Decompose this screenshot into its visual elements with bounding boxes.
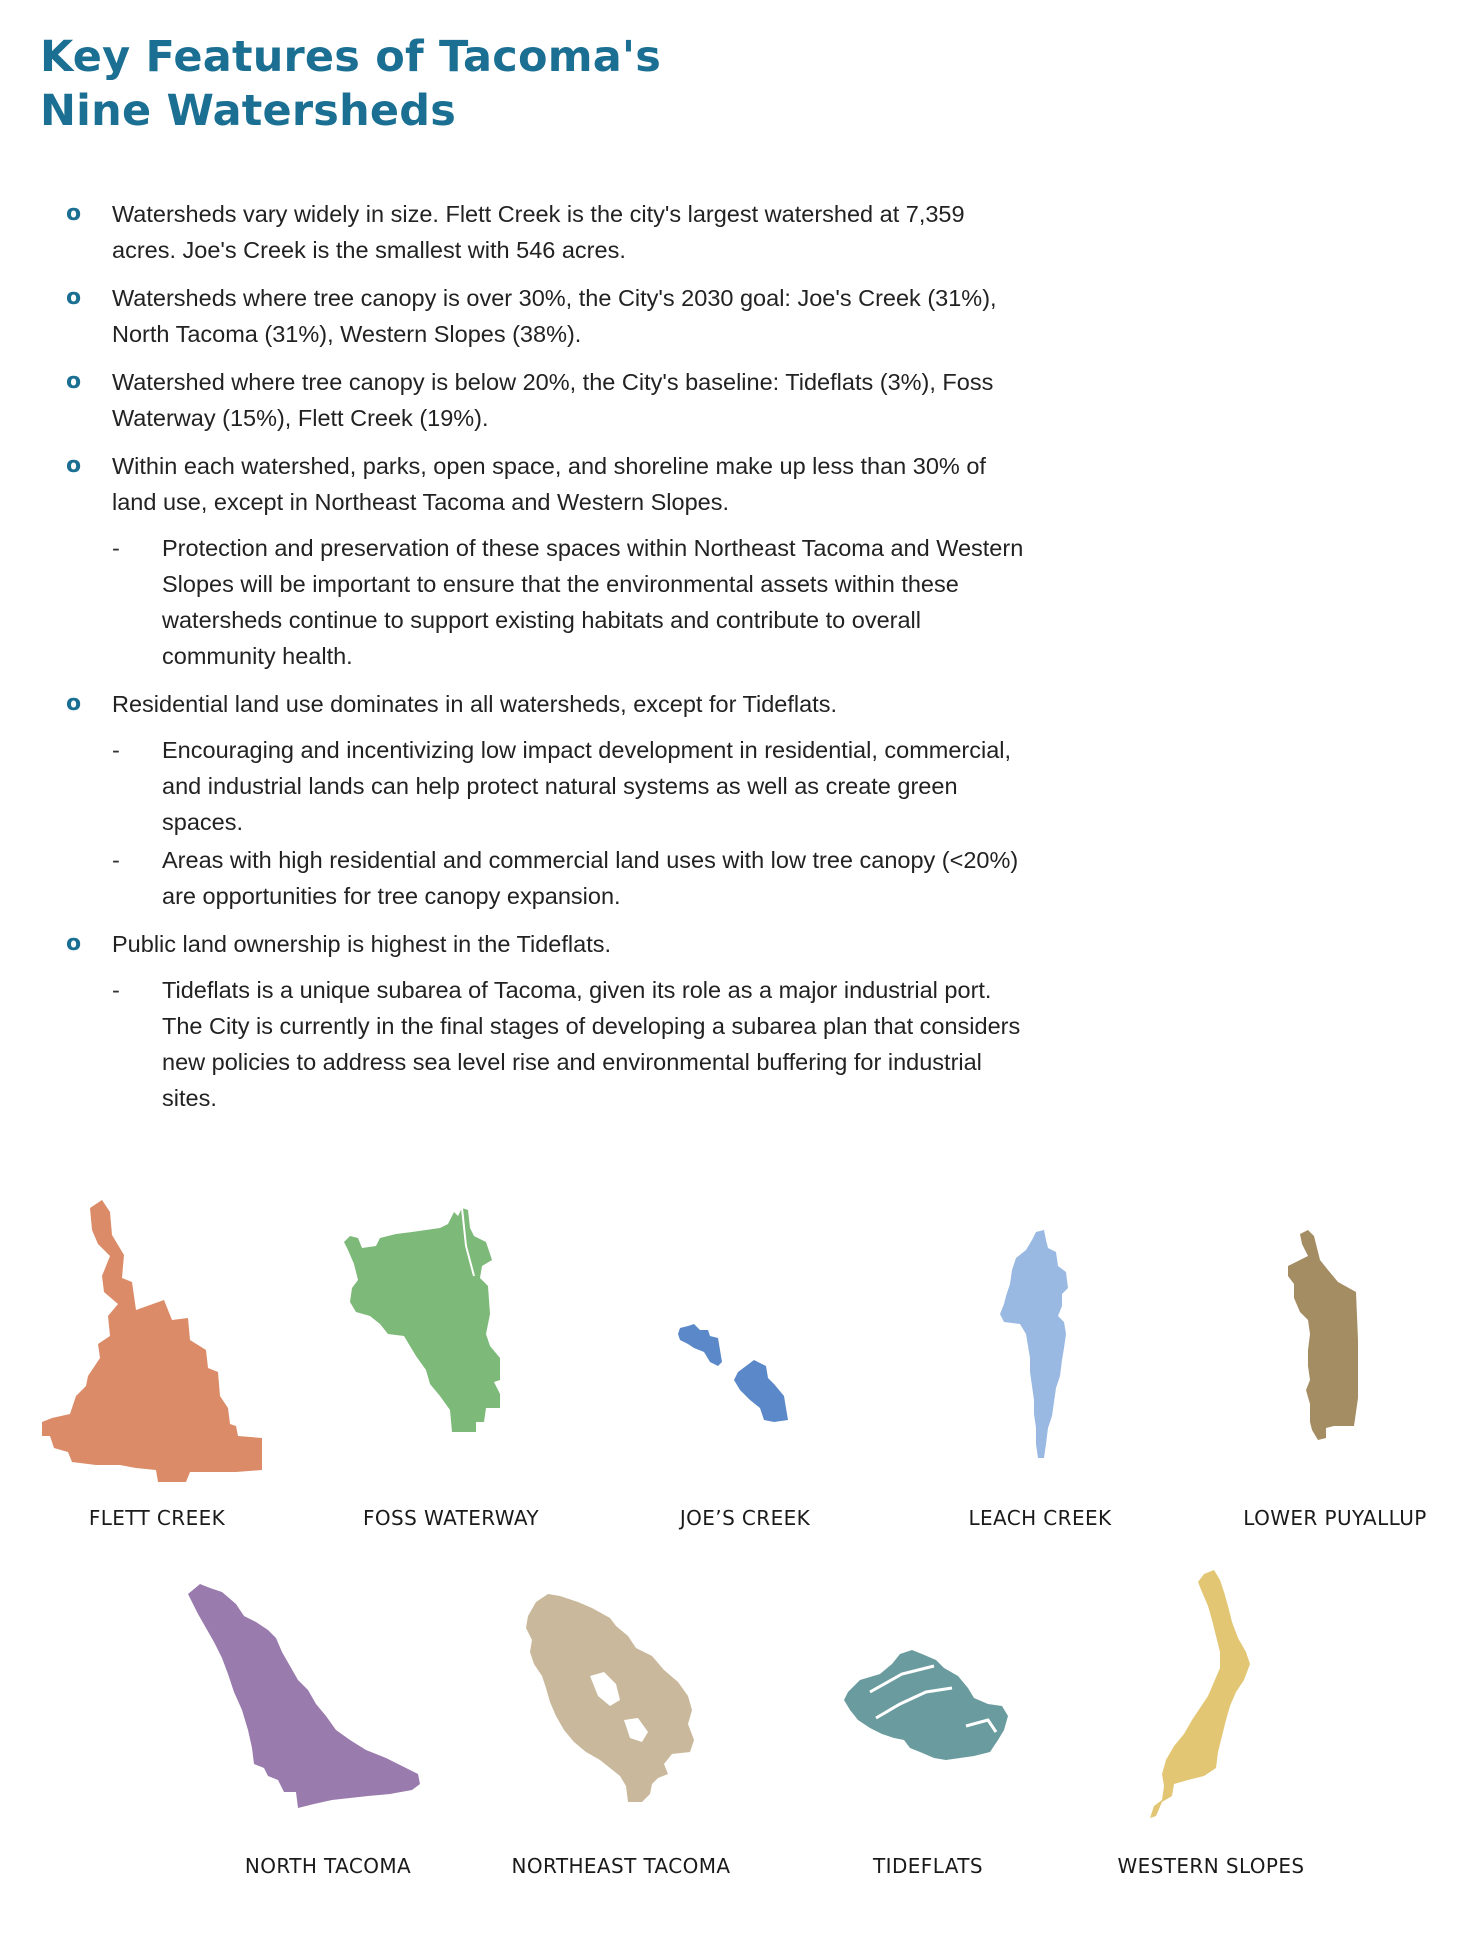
sub-list-item: [112, 842, 1024, 914]
lower-puyallup-shape: [1288, 1230, 1358, 1440]
western-slopes-shape: [1150, 1570, 1250, 1818]
map-label-north-tacoma: NORTH TACOMA: [244, 1854, 412, 1878]
northeast-tacoma-map-shape: [520, 1592, 720, 1822]
leach-creek-shape: [1000, 1230, 1068, 1458]
lower-puyallup-map-shape: [1270, 1230, 1370, 1460]
sub-marker: -: [112, 847, 120, 873]
watershed-maps: [0, 1190, 1469, 1910]
bullet-text: Watershed where tree canopy is below 20%, the City's baseline: Tideflats (3%), Foss Waterway (15%), Flett Creek (19%).: [112, 369, 994, 431]
sub-list-item: [112, 972, 1024, 1116]
bullet-marker: o: [66, 369, 82, 394]
map-label-western-slopes: WESTERN SLOPES: [1117, 1854, 1305, 1878]
joes-creek-shape-west: [678, 1324, 722, 1366]
bullet-text: Within each watershed, parks, open space, and shoreline make up less than 30% of land use, except in Northeast Tacoma and Western Slopes.: [112, 453, 986, 515]
sub-list: [112, 972, 1024, 1116]
north-tacoma-map-shape: [180, 1580, 440, 1820]
page-title: [40, 30, 661, 138]
title-line-1: Key Features of Tacoma's: [40, 32, 662, 82]
sub-list-item: [112, 732, 1024, 840]
bullet-marker: o: [66, 931, 82, 956]
sub-list-item: [112, 530, 1024, 674]
title-line-2: Nine Watersheds: [40, 86, 457, 136]
bullet-text: Watersheds where tree canopy is over 30%, the City's 2030 goal: Joe's Creek (31%), North Tacoma (31%), Western Slopes (38%).: [112, 285, 997, 347]
bullet-marker: o: [66, 285, 82, 310]
sub-text: Protection and preservation of these spaces within Northeast Tacoma and Western Slopes will be important to ensure that the environmental assets within these watersheds continue to support existing habitats and contribute to overall community health.: [162, 535, 1024, 669]
map-label-tideflats: TIDEFLATS: [873, 1854, 983, 1878]
sub-text: Encouraging and incentivizing low impact development in residential, commercial, and industrial lands can help protect natural systems as well as create green spaces.: [162, 737, 1012, 835]
map-label-flett-creek: FLETT CREEK: [88, 1506, 226, 1530]
flett-creek-map-shape: [40, 1200, 270, 1500]
map-label-foss-waterway: FOSS WATERWAY: [363, 1506, 539, 1530]
bullet-text: Watersheds vary widely in size. Flett Creek is the city's largest watershed at 7,359 acres. Joe's Creek is the smallest with 546 acres.: [112, 201, 965, 263]
bullet-text: Public land ownership is highest in the Tideflats.: [112, 931, 612, 957]
bullet-marker: o: [66, 453, 82, 478]
tideflats-map-shape: [840, 1640, 1030, 1780]
joes-creek-map-shape: [670, 1322, 810, 1432]
list-item: [64, 364, 1024, 436]
sub-marker: -: [112, 535, 120, 561]
sub-marker: -: [112, 977, 120, 1003]
flett-creek-shape: [42, 1200, 262, 1482]
list-item: [64, 280, 1024, 352]
sub-list: [112, 732, 1024, 914]
sub-text: Areas with high residential and commercial land uses with low tree canopy (<20%) are opportunities for tree canopy expansion.: [162, 847, 1019, 909]
sub-text: Tideflats is a unique subarea of Tacoma, given its role as a major industrial port. The City is currently in the final stages of developing a subarea plan that considers new policies to address sea level rise and environmental buffering for industrial sites.: [162, 977, 1021, 1111]
sub-list: [112, 530, 1024, 674]
foss-waterway-map-shape: [340, 1206, 510, 1466]
list-item: [64, 686, 1024, 914]
joes-creek-shape-east: [734, 1360, 788, 1422]
bullet-marker: o: [66, 691, 82, 716]
map-label-northeast-tacoma: NORTHEAST TACOMA: [511, 1854, 731, 1878]
key-features-list: [64, 196, 1024, 1128]
bullet-marker: o: [66, 201, 82, 226]
map-label-leach-creek: LEACH CREEK: [968, 1506, 1112, 1530]
western-slopes-map-shape: [1150, 1570, 1270, 1840]
bullet-text: Residential land use dominates in all watersheds, except for Tideflats.: [112, 691, 837, 717]
sub-marker: -: [112, 737, 120, 763]
north-tacoma-shape: [188, 1584, 420, 1808]
list-item: [64, 448, 1024, 674]
map-label-lower-puyallup: LOWER PUYALLUP: [1243, 1506, 1427, 1530]
leach-creek-map-shape: [990, 1230, 1090, 1470]
map-label-joes-creek: JOE’S CREEK: [679, 1506, 811, 1530]
foss-waterway-shape: [344, 1208, 500, 1432]
list-item: [64, 926, 1024, 1116]
list-item: [64, 196, 1024, 268]
